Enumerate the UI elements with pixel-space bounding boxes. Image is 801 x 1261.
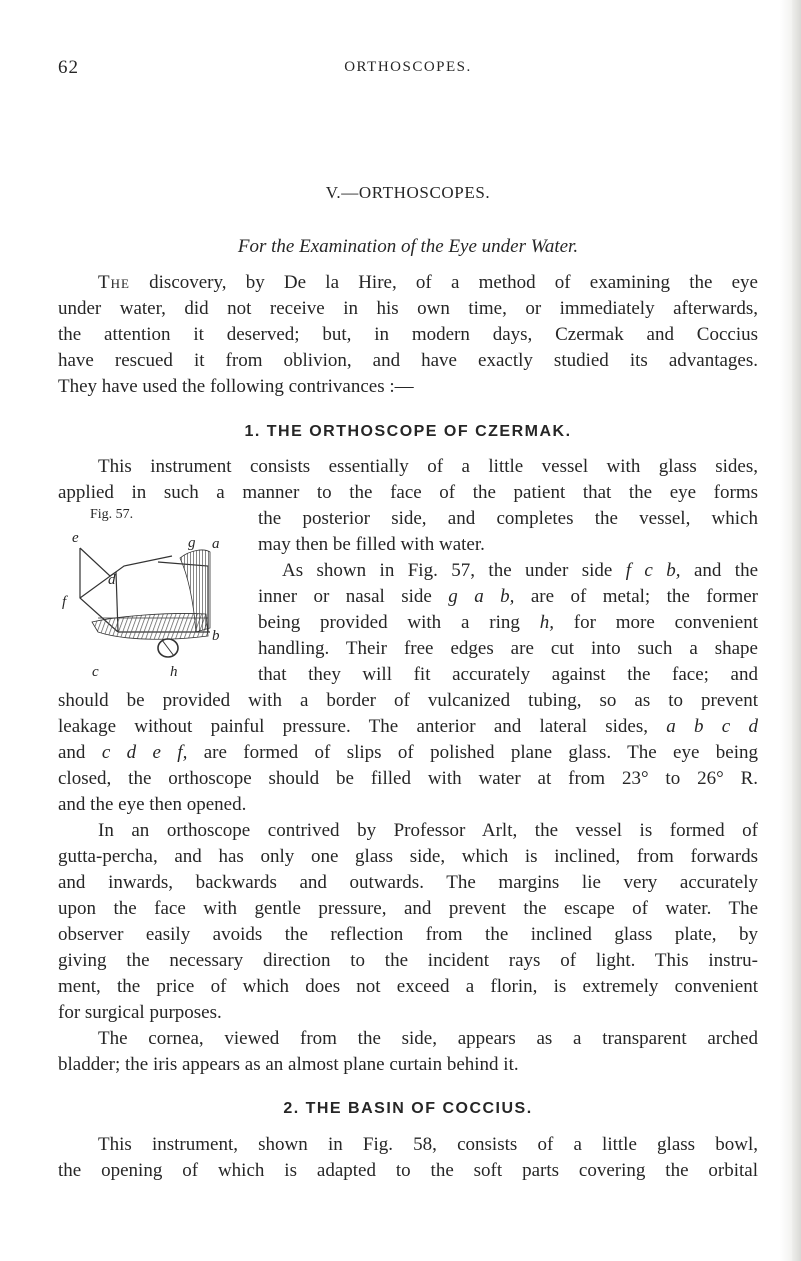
- body-line: being provided with a ring h, for more convenient: [258, 612, 758, 633]
- body-line: bladder; the iris appears as an almost plane curtain behind it.: [58, 1054, 519, 1075]
- running-head: [58, 57, 758, 81]
- subtitle: For the Examination of the Eye under Water.: [237, 236, 579, 257]
- figure-57-orthoscope: [58, 528, 254, 676]
- figure-letter-a: a: [212, 536, 220, 552]
- intro-line-2: under water, did not receive in his own time, or immediately afterwards,: [58, 298, 758, 319]
- page-edge: [792, 0, 801, 1261]
- body-line: should be provided with a border of vulcanized tubing, so as to prevent: [58, 690, 758, 711]
- intro-line-5: They have used the following contrivances :—: [58, 376, 414, 397]
- body-line: that they will fit accurately against the face; and: [258, 664, 758, 685]
- intro-line-4: have rescued it from oblivion, and have exactly studied its advantages.: [58, 350, 758, 371]
- body-line: As shown in Fig. 57, the under side f c b, and the: [282, 560, 758, 581]
- body-line: This instrument, shown in Fig. 58, consists of a little glass bowl,: [98, 1134, 758, 1155]
- body-line: observer easily avoids the reflection from the inclined glass plate, by: [58, 924, 758, 945]
- figure-letter-g: g: [188, 535, 196, 551]
- body-line: and c d e f, are formed of slips of polished plane glass. The eye being: [58, 742, 758, 763]
- figure-letter-e: e: [72, 530, 79, 546]
- body-line: and the eye then opened.: [58, 794, 247, 815]
- metal-underside: [92, 613, 208, 639]
- body-line: inner or nasal side g a b, are of metal; the former: [258, 586, 758, 607]
- figure-letter-b: b: [212, 628, 220, 644]
- body-line: and inwards, backwards and outwards. The margins lie very accurately: [58, 872, 758, 893]
- figure-letter-c: c: [92, 664, 99, 676]
- figure-letter-f: f: [62, 594, 67, 610]
- body-line: giving the necessary direction to the incident rays of light. This instru-: [58, 950, 758, 971]
- figure-letter-h: h: [170, 664, 178, 676]
- body-line: leakage without painful pressure. The anterior and lateral sides, a b c d: [58, 716, 758, 737]
- orthoscope-illustration: [58, 528, 254, 676]
- running-title: ORTHOSCOPES.: [344, 59, 472, 75]
- body-line: handling. Their free edges are cut into such a shape: [258, 638, 758, 659]
- intro-line-3: the attention it deserved; but, in modern days, Czermak and Coccius: [58, 324, 758, 345]
- section-heading-coccius: 2. THE BASIN OF COCCIUS.: [283, 1100, 533, 1117]
- body-line: the opening of which is adapted to the soft parts covering the orbital: [58, 1160, 758, 1181]
- intro-line-1: The discovery, by De la Hire, of a method of examining the eye: [98, 272, 758, 293]
- section-heading-czermak: 1. THE ORTHOSCOPE OF CZERMAK.: [244, 423, 572, 440]
- body-line: may then be filled with water.: [258, 534, 485, 555]
- figure-letter-d: d: [108, 572, 116, 588]
- body-line: the posterior side, and completes the vessel, which: [258, 508, 758, 529]
- intro-first-word: The: [98, 272, 130, 293]
- page-number: 62: [58, 57, 79, 78]
- body-line: In an orthoscope contrived by Professor Arlt, the vessel is formed of: [98, 820, 758, 841]
- body-line: for surgical purposes.: [58, 1002, 222, 1023]
- body-line: This instrument consists essentially of a little vessel with glass sides,: [98, 456, 758, 477]
- body-line: upon the face with gentle pressure, and prevent the escape of water. The: [58, 898, 758, 919]
- body-line: closed, the orthoscope should be filled with water at from 23° to 26° R.: [58, 768, 758, 789]
- body-line: The cornea, viewed from the side, appears as a transparent arched: [98, 1028, 758, 1049]
- figure-label: Fig. 57.: [90, 507, 134, 522]
- body-line: applied in such a manner to the face of the patient that the eye forms: [58, 482, 758, 503]
- chapter-title: V.—ORTHOSCOPES.: [325, 183, 491, 202]
- body-line: gutta-percha, and has only one glass side, which is inclined, from forwards: [58, 846, 758, 867]
- body-line: ment, the price of which does not exceed a florin, is extremely convenient: [58, 976, 758, 997]
